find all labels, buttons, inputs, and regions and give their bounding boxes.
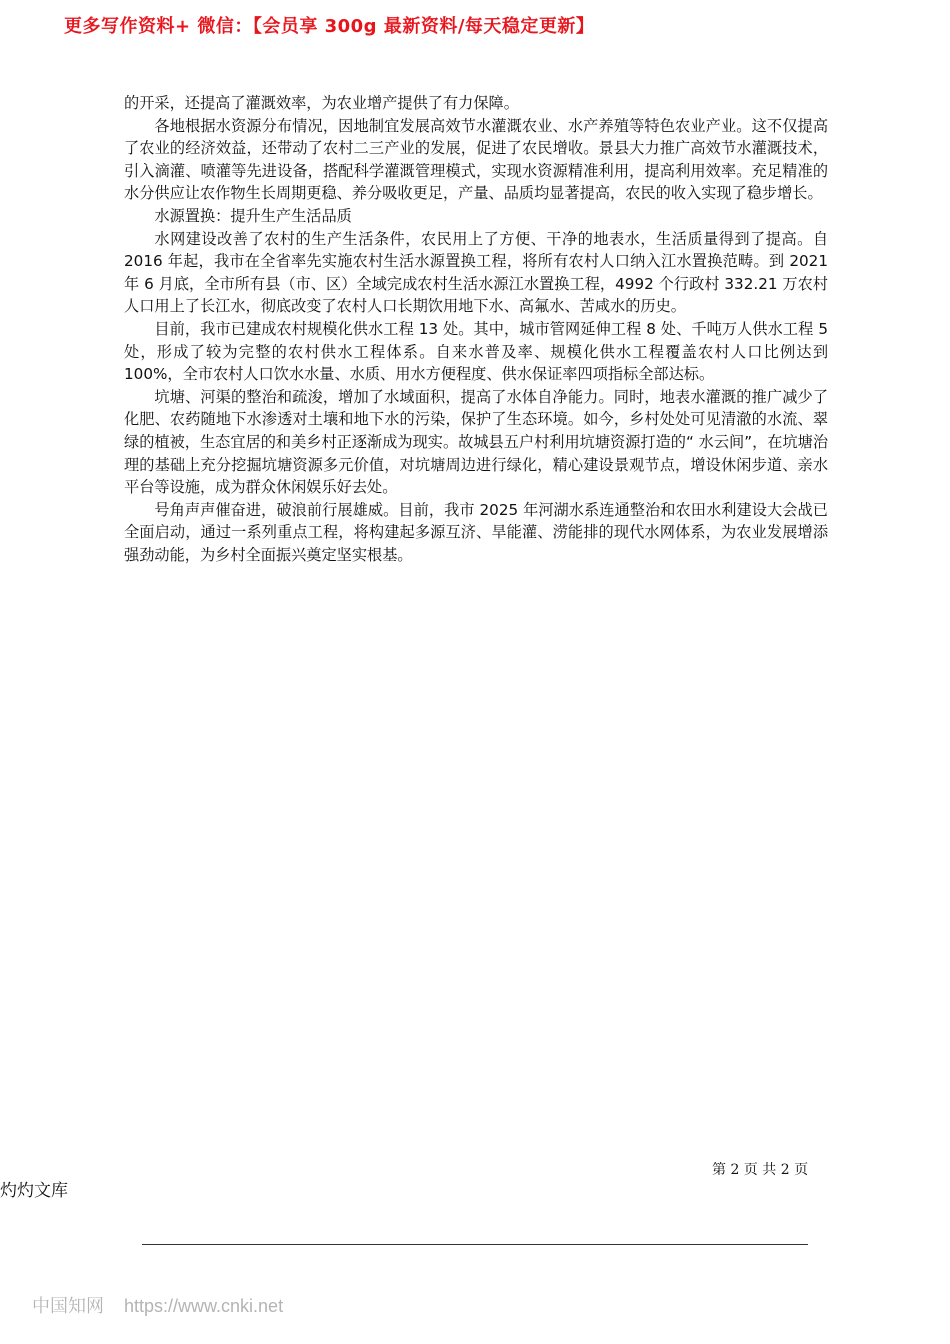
footer-divider bbox=[142, 1244, 808, 1245]
paragraph: 各地根据水资源分布情况，因地制宜发展高效节水灌溉农业、水产养殖等特色农业产业。这不仅提高了农业的经济效益，还带动了农村二三产业的发展，促进了农民增收。景县大力推广高效节水灌溉技术，引入滴灌、喷灌等先进设备，搭配科学灌溉管理模式，实现水资源精准利用，提高利用效率。充足精准的水分供应让农作物生长周期更稳、养分吸收更足，产量、品质均显著提高，农民的收入实现了稳步增长。 bbox=[124, 116, 828, 203]
paragraph: 水网建设改善了农村的生产生活条件，农民用上了方便、干净的地表水，生活质量得到了提高。自 2016 年起，我市在全省率先实施农村生活水源置换工程，将所有农村人口纳入江水置换范畴。到 2021 年 6 月底，全市所有县（市、区）全域完成农村生活水源江水置换工程，4992 个行政村 332.21 万农村人口用上了长江水，彻底改变了农村人口长期饮用地下水、高氟水、苦咸水的历史。 bbox=[124, 229, 828, 316]
paragraph: 号角声声催奋进，破浪前行展雄威。目前，我市 2025 年河湖水系连通整治和农田水利建设大会战已全面启动，通过一系列重点工程，将构建起多源互济、旱能灌、涝能排的现代水网体系，为农业发展增添强劲动能，为乡村全面振兴奠定坚实根基。 bbox=[124, 500, 828, 564]
watermark-name: 中国知网 bbox=[32, 1296, 104, 1316]
page-number: 第 2 页 共 2 页 bbox=[712, 1162, 809, 1178]
site-name: 灼灼文库 bbox=[0, 1181, 68, 1201]
watermark bbox=[32, 1294, 283, 1318]
section-heading: 水源置换：提升生产生活品质 bbox=[154, 206, 352, 225]
paragraph: 目前，我市已建成农村规模化供水工程 13 处。其中，城市管网延伸工程 8 处、千吨万人供水工程 5 处，形成了较为完整的农村供水工程体系。自来水普及率、规模化供水工程覆盖农村人口比例达到 100%，全市农村人口饮水水量、水质、用水方便程度、供水保证率四项指标全部达标。 bbox=[124, 319, 828, 384]
article-body bbox=[124, 92, 828, 566]
paragraph: 坑塘、河渠的整治和疏浚，增加了水域面积，提高了水体自净能力。同时，地表水灌溉的推广减少了化肥、农药随地下水渗透对土壤和地下水的污染，保护了生态环境。如今，乡村处处可见清澈的水流、翠绿的植被，生态宜居的和美乡村正逐渐成为现实。故城县五户村利用坑塘资源打造的“ 水云间”，在坑塘治理的基础上充分挖掘坑塘资源多元价值，对坑塘周边进行绿化，精心建设景观节点，增设休闲步道、亲水平台等设施，成为群众休闲娱乐好去处。 bbox=[124, 387, 829, 497]
paragraph-continued: 的开采，还提高了灌溉效率，为农业增产提供了有力保障。 bbox=[124, 94, 519, 112]
watermark-url: https://www.cnki.net bbox=[124, 1296, 284, 1316]
promo-header: 更多写作资料+ 微信：【会员享 300g 最新资料/每天稳定更新】 bbox=[64, 16, 595, 37]
